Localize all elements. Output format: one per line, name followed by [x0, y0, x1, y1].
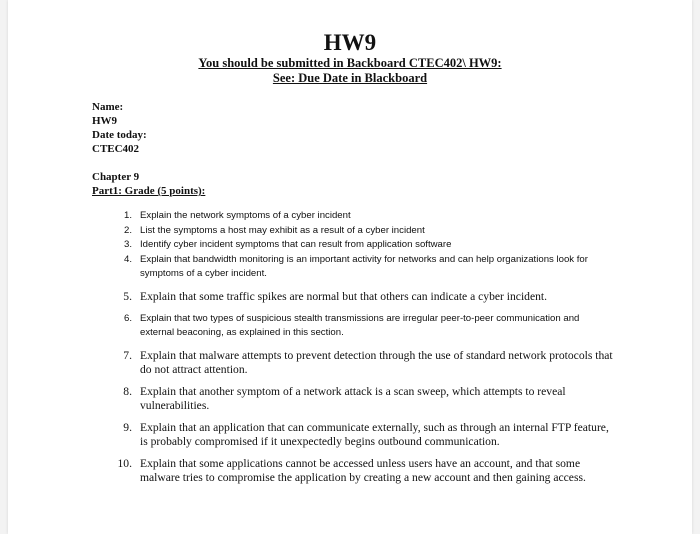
item-number: 1. [123, 210, 132, 221]
item-text: List the symptoms a host may exhibit as a result of a cyber incident [140, 224, 425, 236]
item-number: 2. [123, 224, 132, 236]
list-item [114, 238, 614, 253]
due-date-note: See: Due Date in Blackboard [272, 71, 428, 85]
date-value: CTEC402 [92, 143, 140, 155]
list-item [114, 290, 614, 304]
item-number: 8. [123, 384, 132, 398]
list-item [114, 421, 614, 449]
list-item [114, 385, 614, 413]
chapter-heading-block [92, 170, 205, 198]
part-heading: Part1: Grade (5 points): [92, 185, 206, 197]
list-item [114, 209, 614, 224]
document-page [8, 0, 692, 534]
question-list [114, 209, 614, 485]
chapter-heading: Chapter 9 [92, 171, 140, 183]
list-item [114, 312, 614, 341]
item-number: 6. [123, 312, 132, 324]
item-text: Explain that bandwidth monitoring is an important activity for networks and can help organizations look for symptoms of a cyber incident. [140, 253, 588, 279]
item-number: 7. [123, 348, 132, 362]
item-text: Explain that an application that can communicate externally, such as through an internal FTP feature, is probably compromised if it unexpectedly begins outbound communication. [140, 420, 609, 448]
page-title: HW9 [323, 30, 377, 55]
name-value: HW9 [92, 115, 118, 127]
item-text: Explain that another symptom of a network attack is a scan sweep, which attempts to reveal vulnerabilities. [140, 384, 566, 412]
name-label: Name: [92, 101, 124, 113]
list-item [114, 457, 614, 485]
item-text: Explain that some applications cannot be accessed unless users have an account, and that some malware tries to compromise the application by creating a new account and then gaining access. [140, 456, 586, 484]
item-number: 10. [117, 456, 132, 470]
item-text: Explain that some traffic spikes are normal but that others can indicate a cyber incident. [140, 289, 548, 303]
item-text: Explain the network symptoms of a cyber incident [140, 210, 351, 221]
item-text: Identify cyber incident symptoms that can result from application software [140, 239, 452, 250]
item-number: 5. [123, 289, 132, 303]
list-item [114, 253, 614, 282]
item-number: 3. [123, 239, 132, 250]
date-label: Date today: [92, 129, 147, 141]
list-item [114, 224, 614, 239]
item-text: Explain that two types of suspicious stealth transmissions are irregular peer-to-peer communication and external beaconing, as explained in this section. [140, 312, 580, 338]
submission-instructions: You should be submitted in Backboard CTEC402\ HW9: [198, 56, 502, 70]
item-number: 9. [123, 420, 132, 434]
item-number: 4. [123, 253, 132, 265]
list-item [114, 349, 614, 377]
item-text: Explain that malware attempts to prevent detection through the use of standard network protocols that do not attract attention. [140, 348, 613, 376]
student-info [92, 100, 147, 156]
